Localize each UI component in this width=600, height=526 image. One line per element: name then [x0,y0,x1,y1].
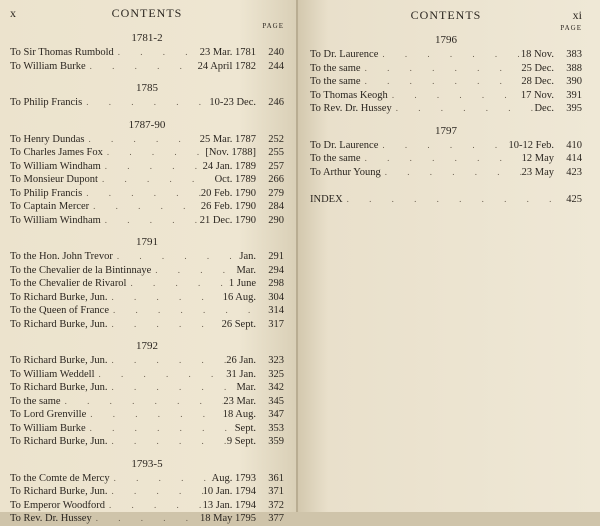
page-ref: 410 [566,139,582,151]
contents-entry[interactable] [10,304,284,318]
page-ref: 388 [566,62,582,74]
leader-dots [86,60,198,74]
recipient: To the same [310,62,361,74]
contents-entry[interactable] [10,422,284,436]
page-ref: 345 [268,395,284,407]
recipient: To the Comte de Mercy [10,472,110,484]
letter-date: 23 Mar. [223,395,256,407]
page-ref: 395 [566,103,582,114]
contents-entry[interactable] [10,160,284,174]
leader-dots [89,200,201,214]
recipient: To William Burke [10,422,86,434]
page-ref: 342 [268,382,284,393]
contents-entry[interactable] [310,62,582,76]
letter-date: [Nov. 1788] [205,147,256,158]
page-ref: 377 [268,513,284,524]
letter-date: 20 Feb. 1790 [200,187,256,199]
letter-date: 18 Aug. [222,409,256,420]
contents-entry[interactable] [10,60,284,74]
letter-date: Oct. 1789 [214,174,256,185]
recipient: To Richard Burke, Jun. [10,318,108,330]
contents-entry[interactable] [310,102,582,116]
contents-entry[interactable] [310,75,582,89]
page-ref: 371 [268,486,284,497]
recipient: To Captain Mercer [10,201,90,212]
page-ref: 414 [566,153,582,164]
letter-date: 16 Aug. [222,291,256,303]
contents-entry[interactable] [10,277,284,291]
letter-date: 25 Mar. 1787 [199,133,256,145]
leader-dots [61,395,224,409]
recipient: To Arthur Young [310,166,381,178]
contents-entry[interactable] [10,264,284,278]
letter-date: 12 May [521,153,554,164]
recipient: To Philip Francis [10,97,83,108]
leader-dots [126,277,228,291]
page-ref: 317 [268,318,284,330]
leader-dots [92,512,200,526]
recipient: To Richard Burke, Jun. [10,436,108,447]
recipient: To the same [310,153,361,164]
contents-heading: CONTENTS [111,6,183,20]
leader-dots [343,193,558,207]
leader-dots [108,318,222,332]
recipient: To Rev. Dr. Hussey [10,513,92,524]
right-contents-list [310,24,582,179]
page-ref: 266 [268,174,284,185]
letter-date: 10-23 Dec. [209,97,256,108]
letter-date: 24 April 1782 [197,60,256,72]
letter-date: 10-12 Feb. [508,139,554,151]
page-ref: 314 [268,305,284,316]
leader-dots [108,381,237,395]
contents-entry[interactable] [10,485,284,499]
page-ref: 423 [566,166,582,178]
recipient: To William Weddell [10,368,95,380]
recipient: To Dr. Laurence [310,139,379,151]
page-ref: 383 [566,49,582,60]
recipient: To Philip Francis [10,187,83,199]
contents-entry[interactable] [10,354,284,368]
contents-entry[interactable] [10,472,284,486]
letter-date: Mar. [236,264,256,276]
recipient: To Richard Burke, Jun. [10,291,108,303]
contents-entry[interactable] [10,250,284,264]
page-number: x [10,6,16,20]
contents-entry[interactable] [310,48,582,62]
page-ref: 304 [268,291,284,303]
page-ref: 255 [268,147,284,158]
contents-entry[interactable] [10,187,284,201]
contents-entry[interactable] [10,133,284,147]
recipient: To William Burke [10,60,86,72]
leader-dots [378,139,508,153]
contents-entry[interactable] [10,318,284,332]
right-page [298,0,600,512]
recipient: To Richard Burke, Jun. [10,355,108,366]
leader-dots [378,48,520,62]
contents-entry[interactable] [10,173,284,187]
letter-date: 17 Nov. [520,89,554,101]
year-heading: 1791 [136,236,158,248]
leader-dots [108,435,227,449]
recipient: To Monsieur Dupont [10,174,98,185]
index-entry[interactable] [310,193,582,207]
recipient: To Richard Burke, Jun. [10,486,108,497]
year-heading: 1793-5 [131,457,163,470]
contents-entry[interactable] [310,89,582,103]
leader-dots [114,46,200,60]
recipient: To the Queen of France [10,305,109,316]
letter-date: 25 Dec. [521,62,554,74]
contents-entry[interactable] [10,368,284,382]
contents-entry[interactable] [10,46,284,60]
letter-date: 26 Sept. [221,318,256,330]
recipient: To Sir Thomas Rumbold [10,47,114,58]
left-page-header [10,4,284,22]
index-page: 425 [566,194,582,205]
index-label: INDEX [310,194,343,205]
leader-dots [110,472,212,486]
left-page [0,0,298,524]
contents-entry[interactable] [10,381,284,395]
leader-dots [388,89,521,103]
page-ref: 325 [268,368,284,380]
recipient: To William Windham [10,160,101,172]
leader-dots [86,408,222,422]
page-ref: 290 [268,214,284,226]
letter-date: 31 Jan. [226,368,256,380]
page-ref: 240 [268,47,284,58]
letter-date: 18 May 1795 [200,513,256,524]
leader-dots [86,422,235,436]
leader-dots [108,291,223,305]
contents-entry[interactable] [310,166,582,180]
letter-date: 23 Mar. 1781 [199,47,256,58]
leader-dots [361,152,522,166]
letter-date: 18 Nov. [520,49,554,60]
page-ref: 279 [268,187,284,199]
letter-date: 23 May [521,166,554,178]
letter-date: 21 Dec. 1790 [199,214,256,226]
contents-entry[interactable] [10,395,284,409]
recipient: To Dr. Laurence [310,49,379,60]
page-ref: 284 [268,201,284,212]
letter-date: Sept. [234,422,256,434]
leader-dots [98,173,215,187]
contents-entry[interactable] [10,512,284,526]
letter-date: 13 Jan. 1794 [202,499,256,511]
contents-entry[interactable] [10,499,284,513]
page-ref: 298 [268,278,284,289]
page-ref: 252 [268,133,284,145]
page-ref: 359 [268,436,284,447]
contents-entry[interactable] [310,152,582,166]
page-ref: 246 [268,97,284,108]
contents-entry[interactable] [10,291,284,305]
contents-entry[interactable] [10,200,284,214]
letter-date: Mar. [236,382,256,393]
page-column-label: PAGE [560,24,582,32]
contents-entry[interactable] [10,214,284,228]
right-page-header [310,6,582,24]
letter-date: 1 June [228,278,256,289]
leader-dots [392,102,535,116]
leader-dots [361,62,522,76]
recipient: To Emperor Woodford [10,499,106,511]
letter-date: 24 Jan. 1789 [202,160,256,172]
page-column-label: PAGE [262,22,284,30]
recipient: To Thomas Keogh [310,89,388,101]
leader-dots [101,160,203,174]
leader-dots [103,146,205,160]
year-heading: 1796 [435,34,457,46]
leader-dots [101,214,200,228]
page-ref: 361 [268,472,284,484]
leader-dots [82,96,209,110]
recipient: To the same [10,395,61,407]
recipient: To the Chevalier de la Bintinnaye [10,264,152,276]
leader-dots [108,485,203,499]
page-ref: 347 [268,409,284,420]
page-ref: 372 [268,499,284,511]
leader-dots [85,133,200,147]
leader-dots [151,264,236,278]
left-contents-list [10,22,284,526]
letter-date: 28 Dec. [521,76,554,87]
contents-heading: CONTENTS [410,8,482,22]
letter-date: Aug. 1793 [211,472,256,484]
year-heading: 1792 [136,340,158,352]
contents-entry[interactable] [10,435,284,449]
contents-entry[interactable] [10,146,284,160]
page-ref: 323 [268,355,284,366]
recipient: To Rev. Dr. Hussey [310,103,392,114]
page-ref: 244 [268,60,284,72]
letter-date: 10 Jan. 1794 [202,486,256,497]
letter-date: 26 Feb. 1790 [200,201,256,212]
leader-dots [82,187,201,201]
page-ref: 257 [268,160,284,172]
letter-date: Jan. [239,251,256,262]
page-ref: 294 [268,264,284,276]
leader-dots [108,354,227,368]
page-ref: 390 [566,76,582,87]
recipient: To Richard Burke, Jun. [10,382,108,393]
letter-date: 26 Jan. [226,355,256,366]
page-ref: 353 [268,422,284,434]
page-number: xi [572,8,582,22]
year-heading: 1781-2 [131,32,163,44]
contents-entry[interactable] [10,96,284,110]
page-ref: 391 [566,89,582,101]
recipient: To the same [310,76,361,87]
recipient: To Charles James Fox [10,147,103,158]
year-heading: 1787-90 [128,118,166,131]
contents-entry[interactable] [310,139,582,153]
contents-entry[interactable] [10,408,284,422]
leader-dots [105,499,203,513]
year-heading: 1797 [435,124,457,137]
letter-date: 9 Sept. [226,436,256,447]
recipient: To the Hon. John Trevor [10,251,113,262]
letter-date: Dec. [534,103,554,114]
leader-dots [109,304,256,318]
page-ref: 291 [268,251,284,262]
year-heading: 1785 [136,82,158,94]
recipient: To the Chevalier de Rivarol [10,278,127,289]
recipient: To Lord Grenville [10,409,87,420]
leader-dots [113,250,240,264]
leader-dots [381,166,522,180]
recipient: To William Windham [10,214,101,226]
recipient: To Henry Dundas [10,133,85,145]
leader-dots [361,75,522,89]
leader-dots [95,368,227,382]
